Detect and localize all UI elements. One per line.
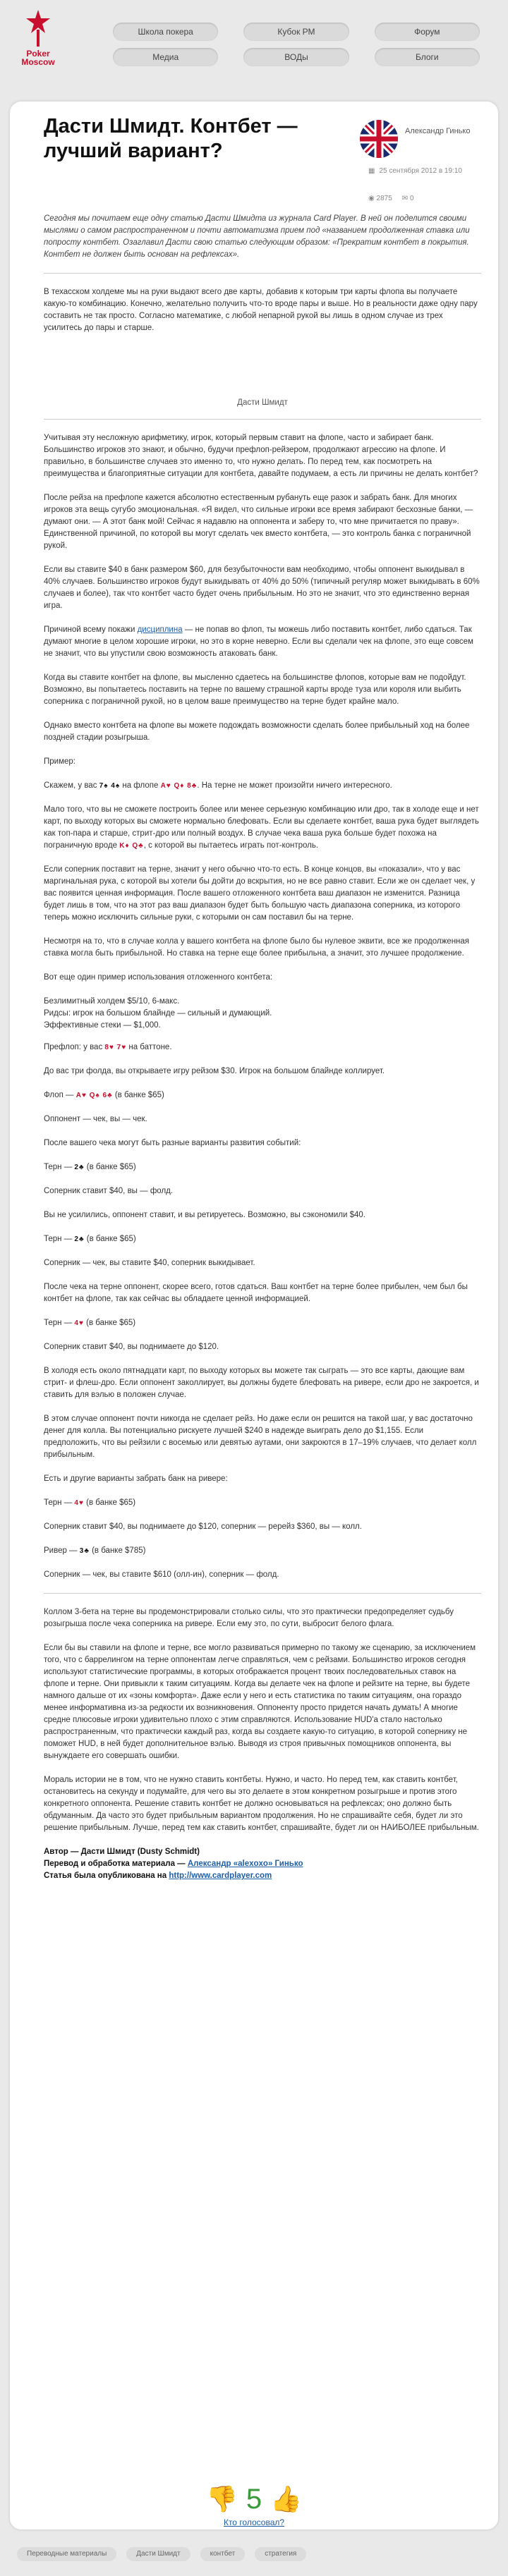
paragraph: Если вы ставите $40 в банк размером $60, для безубыточности вам необходимо, чтобы оппонент выкидывал в 40% случаев. Большинство игроков будут выкидывать от 40% до 50% (типичный регуляр может выкидывать в 60% случаев и более), так что контбет часто будет очень прибыльным. Но это не значит, что это единственно верная игра. [44, 566, 480, 610]
hand-cards: 7♠ 4♠ [99, 782, 121, 790]
paragraph: Вы не усилились, оппонент ставит, и вы ретируетесь. Возможно, вы сэкономили $40. [44, 1211, 366, 1219]
uk-flag-icon [360, 120, 398, 158]
views-count: 2875 [376, 195, 392, 202]
paragraph: Терн — 4♥ (в банке $65) [44, 1498, 136, 1507]
paragraph: До вас три фолда, вы открываете игру рейзом $30. Игрок на большом блайнде коллирует. [44, 1067, 385, 1075]
comment-icon: ✉ [401, 195, 409, 202]
divider [44, 1593, 481, 1594]
comments-count[interactable]: 0 [409, 195, 414, 202]
paragraph: Мало того, что вы не сможете построить более или менее серьезную комбинацию или дро, так в холоде еще и нет карт, по выходу которых вы сможете нормально блефовать. Если вы сделаете контбет, ваша рука будет выглядеть как топ-пара и старше, стрит-дро или полный воздух. В случае чека ваша рука больше будет похожа на пограничную вроде K♦ Q♣, с которой вы пытаетесь играть пот-контроль. [44, 805, 479, 850]
paragraph: Ривер — 3♣ (в банке $785) [44, 1546, 146, 1555]
paragraph: Если соперник поставит на терне, значит у него обычно что-то есть. В конце концов, вы «показали», что у вас маргинальная рука, с которой вы хотели бы дойти до вскрытия, но не все равно ставит. Если же он сделает чек, у вас появится ценная информация. После вашего отложенного контбета ваш диапазон не изменится. Разница будет лишь в том, что на этот раз ваш диапазон будет быть большую часть диапазона соперника, из которого теперь можно исключить сильные руки, с которыми он сам поставил бы на терне. [44, 865, 476, 922]
paragraph: Префлоп: у вас 8♥ 7♥ на баттоне. [44, 1043, 172, 1051]
rating-block [10, 2485, 498, 2527]
paragraph: Соперник — чек, вы ставите $40, соперник выкидывает. [44, 1259, 255, 1267]
site-logo[interactable] [17, 8, 59, 65]
author-name[interactable]: Александр Гинько [405, 127, 471, 135]
paragraph: Терн — 2♣ (в банке $65) [44, 1163, 136, 1171]
tag-list [17, 2547, 306, 2561]
who-voted-link[interactable]: Кто голосовал? [223, 2517, 285, 2527]
tag-item[interactable]: Переводные материалы [17, 2547, 116, 2561]
nav-vod[interactable]: ВОДы [243, 48, 349, 66]
hand-cards: K♦ Q♣ [119, 842, 144, 850]
paragraph: Оппонент — чек, вы — чек. [44, 1115, 147, 1123]
nav-cup[interactable]: Кубок РМ [243, 23, 349, 41]
paragraph: Учитывая эту несложную арифметику, игрок, который первым ставит на флопе, часто и забирает банк. Большинство игроков это знают, и обычно, будучи префлоп-рейзером, продолжают агрессию на флопе. И правильно, в большинстве случаев это именно то, что нужно делать. По перед тем, как посмотреть на преимущества и благоприятные ситуации для контбета, давайте подумаем, а есть ли причины не делать контбет? [44, 434, 478, 478]
paragraph: Мораль истории не в том, что не нужно ставить контбеты. Нужно, и часто. Но перед тем, как ставить контбет, остановитесь на секунду и подумайте, для чего вы это делаете в этом конкретном розыгрыше и против этого конкретного оппонента. Решение ставить контбет не должно основываться на рефлексах; оно должно быть обдуманным. Да часто это будет прибыльным вариантом продолжения. Но не спрашивайте себя, будет ли это решение прибыльным. Лучше, перед тем как ставить контбет, спрашивайте, будет ли он НАИБОЛЕЕ прибыльным. [44, 1776, 479, 1832]
paragraph: После рейза на префлопе кажется абсолютно естественным рубануть еще разок и забрать банк. Для многих игроков эта вещь сугубо эмоциональная. «Я видел, что сильные игроки все время забирают бесхозные банки, — думают они. — А этот банк мой! Сейчас я надавлю на оппонента и заберу то, что мне причитается по праву». Единственной причиной, по которой вы могут сделать чек вместо контбета, — это контроль банка с пограничной рукой. [44, 494, 473, 550]
paragraph: Однако вместо контбета на флопе вы можете подождать возможности сделать более прибыльный ход на более поздней стадии розыгрыша. [44, 721, 470, 742]
photo-caption: Дасти Шмидт [237, 398, 288, 407]
avatar[interactable] [360, 120, 398, 158]
discipline-link[interactable]: дисциплина [137, 625, 183, 634]
turn-card: 4♥ [74, 1319, 84, 1327]
divider [44, 419, 481, 420]
eye-icon: ◉ [368, 195, 375, 202]
paragraph: Когда вы ставите контбет на флопе, вы мысленно сдаетесь на большинстве флопов, которые вам не подойдут. Возможно, вы попытаетесь поставить на терне по вашему страшной карты вроде туза или короля или выбить соперника с пограничной рукой, но в целом ваше преимущество на терне будет крайне мало. [44, 673, 466, 706]
paragraph: Соперник — чек, вы ставите $610 (олл-ин), соперник — фолд. [44, 1570, 279, 1579]
turn-card: 2♣ [74, 1164, 85, 1171]
paragraph: Есть и другие варианты забрать банк на ривере: [44, 1475, 228, 1483]
paragraph: Флоп — A♥ Q♠ 6♣ (в банке $65) [44, 1091, 164, 1099]
paragraph: После чека на терне оппонент, скорее всего, готов сдаться. Ваш контбет на терне более прибылен, чем был бы контбет на флопе, так как сейчас вы обладаете ценной информацией. [44, 1283, 468, 1303]
article-title: Дасти Шмидт. Контбет — лучший вариант? [44, 115, 298, 162]
paragraph: Скажем, у вас 7♠ 4♠ на флопе A♥ Q♦ 8♣. На терне не может произойти ничего интересного. [44, 781, 392, 790]
nav-forum[interactable]: Форум [375, 23, 480, 41]
logo-text-top: Poker [26, 49, 50, 59]
source-link[interactable]: http://www.cardplayer.com [169, 1872, 272, 1880]
thumb-down-icon[interactable]: 👎 [206, 2484, 238, 2513]
river-card: 3♣ [79, 1547, 90, 1555]
article-meta [368, 166, 481, 176]
article-stats [368, 195, 414, 202]
nav-blogs[interactable]: Блоги [375, 48, 480, 66]
paragraph: Терн — 2♣ (в банке $65) [44, 1235, 136, 1243]
paragraph: Соперник ставит $40, вы — фолд. [44, 1187, 174, 1195]
paragraph: Если бы вы ставили на флопе и терне, все могло развиваться примерно по такому же сценарию, за исключением того, что с баррелингом на терне оппонентам легче справляться, чем с рейзами. Большинство игроков сегодня используют статистические программы, в которых отображается процент твоих последовательных ставок на флопе и терне. Они привыкли к таким ситуациям. Когда вы делаете чек на флопе и рейзите на терне, вы будете намного дальше от их «зоны комфорта». Даже если у него и есть статистика по таким ситуациям, она гораздо менее информативна из-за редкости их возникновения. Оппоненту просто придется начать думать! А многие средне плюсовые игроки удивительно плохо с этим справляются. Использование HUD'а стало настолько распространенным, что практически каждый раз, когда вы создаете какую-то ситуацию, в которой сопернику не поможет HUD, в ней будет дополнительное вэлью. Выводя из строя привычных помощников оппонента, вы вынуждаете его совершать ошибки. [44, 1644, 476, 1760]
paragraph: Терн — 4♥ (в банке $65) [44, 1319, 136, 1327]
site-header [0, 0, 508, 71]
nav-media[interactable]: Медиа [113, 48, 218, 66]
tag-item[interactable]: контбет [200, 2547, 246, 2561]
paragraph: После вашего чека могут быть разные варианты развития событий: [44, 1139, 301, 1147]
paragraph: Несмотря на то, что в случае колла у вашего контбета на флопе было бы нулевое эквити, все же продолженная ставка могла быть прибыльной. Но ставка на терне еще более прибыльна, а значит, это лучшее продолжение. [44, 937, 470, 958]
article-intro: Сегодня мы почитаем еще одну статью Дасти Шмидта из журнала Card Player. В ней он поделится своими мыслями о самом распространенном и почти автоматизма прием под «названием продолженная ставка или попросту контбет. Озаглавил Дасти свою статью следующим образом: «Прекратим контбет в покрытия. Контбет не должен быть основан на рефлексах». [44, 214, 470, 259]
article-body [44, 213, 481, 1882]
paragraph: В техасском холдеме мы на руки выдают всего две карты, добавив к которым три карты флопа вы получаете какую-то комбинацию. Конечно, желательно получить что-то вроде пары и выше. Но в реальности даже одну пару составить не так просто. Согласно математике, с любой непарной рукой вы лишь в одном случае из трех усилитесь до пары и старше. [44, 288, 478, 332]
article-credits: Автор — Дасти Шмидт (Dusty Schmidt) Перевод и обработка материала — Александр «alexoxo» Гинько Статья была опубликована на http://www.cardplayer.com [44, 1848, 303, 1880]
tag-item[interactable]: Дасти Шмидт [126, 2547, 190, 2561]
paragraph: Соперник ставит $40, вы поднимаете до $120. [44, 1343, 219, 1351]
nav-poker-school[interactable]: Школа покера [113, 23, 218, 41]
main-nav [113, 23, 480, 66]
photo-placeholder [44, 346, 481, 389]
credit-translator-link[interactable]: Александр «alexoxo» Гинько [187, 1860, 303, 1868]
article-card [10, 102, 498, 2529]
paragraph: Причиной всему покажи дисциплина — не попав во флоп, ты можешь либо поставить контбет, либо сдаться. Так думают многие в целом хорошие игроки, но это в корне неверно. Если вы сделали чек на флопе, это еще совсем не значит, что вы упустили свою возможность атаковать банк. [44, 625, 473, 658]
star-logo-icon [24, 8, 52, 48]
setup-block: Безлимитный холдем $5/10, 6-макс. Ридсы: игрок на большом блайнде — сильный и думающий. Эффективные стеки — $1,000. [44, 997, 272, 1030]
paragraph: Соперник ставит $40, вы поднимаете до $120, соперник — ререйз $360, вы — колл. [44, 1522, 362, 1531]
hand-cards: 8♥ 7♥ [104, 1044, 127, 1051]
paragraph: Пример: [44, 757, 75, 766]
paragraph: Коллом 3-бета на терне вы продемонстрировали столько силы, что это практически предопределяет судьбу розыгрыша после чека соперника на ривере. Если ему это, по сути, выбросит белого флага. [44, 1608, 454, 1628]
tag-item[interactable]: стратегия [255, 2547, 306, 2561]
article-date: 25 сентября 2012 в 19:10 [379, 167, 462, 175]
turn-card: 2♣ [74, 1235, 85, 1243]
rating-score: 5 [246, 2484, 262, 2515]
credit-author: Дасти Шмидт (Dusty Schmidt) [80, 1848, 200, 1856]
paragraph: Вот еще один пример использования отложенного контбета: [44, 973, 273, 982]
divider [44, 273, 481, 274]
flop-cards: A♥ Q♦ 8♣ [160, 782, 198, 790]
flop-cards: A♥ Q♠ 6♣ [75, 1092, 113, 1099]
turn-card: 4♥ [74, 1499, 84, 1507]
thumb-up-icon[interactable]: 👍 [270, 2484, 302, 2513]
logo-text-bottom: Moscow [21, 57, 55, 67]
paragraph: В этом случае оппонент почти никогда не сделает рейз. Но даже если он решится на такой шаг, у вас достаточно денег для колла. Вы потенциально рискуете лучшей $240 в надежде выиграть дело до $1,155. Если предположить, что вы рейзили с восемью или девятью аутами, они закроются в 17–19% случаев, что делает колл прибыльным. [44, 1415, 477, 1459]
paragraph: В холодя есть около пятнадцати карт, по выходу которых вы можете так сыграть — это все карты, дающие вам стрит- и флеш-дро. Если оппонент заколлирует, вы должны будете блефовать на ривере, если дро не закроется, и ставить для вэлью в положен случае. [44, 1367, 479, 1399]
calendar-icon: ▦ [368, 167, 375, 175]
